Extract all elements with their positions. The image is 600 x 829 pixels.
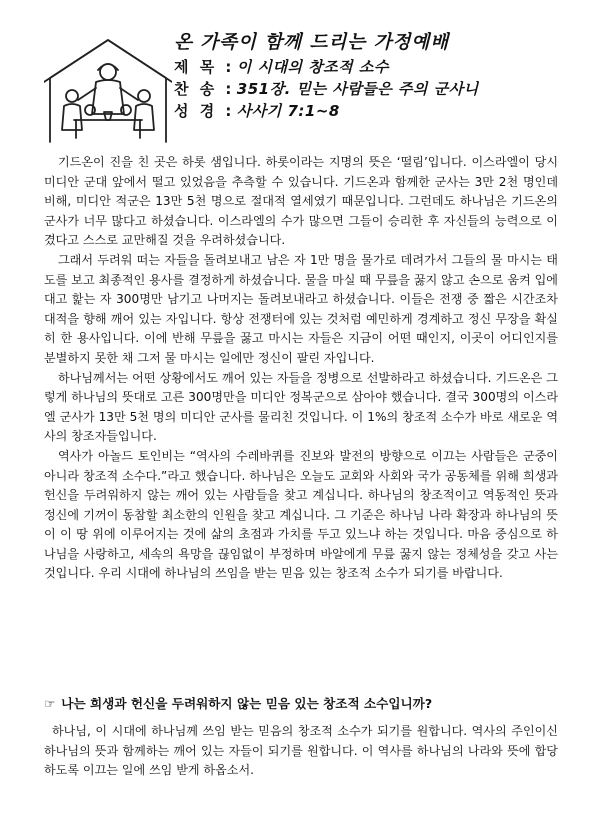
theme-value: 이 시대의 창조적 소수 [236,58,389,76]
reflection-question [44,694,558,714]
question-text: 나는 희생과 헌신을 두려워하지 않는 믿음 있는 창조적 소수입니까? [61,696,433,711]
paragraph: 하나님께서는 어떤 상황에서도 깨어 있는 자들을 정병으로 선발하라고 하셨습니다. 기드온은 그렇게 하나님의 뜻대로 고른 300명만을 미디안 정복군으로 삼아야 했습니다. 결국 300명의 이스라엘 군사가 13만 5천 명의 미디안 군사를 물리친 것입니다. 이 1%의 창조적 소수가 바로 새로운 역사의 창조자들입니다. [44,370,558,444]
theme-row [174,56,389,77]
pointing-hand-icon: ☞ [44,696,56,711]
page-title: 온 가족이 함께 드리는 가정예배 [174,32,450,53]
paragraph: 그래서 두려워 떠는 자들을 돌려보내고 남은 자 1만 명을 물가로 데려가서 그들의 물 마시는 태도를 보고 최종적인 용사를 결정하게 하셨습니다. 물을 마실 때 무릎을 꿇지 않고 손으로 움켜 입에 대고 핥는 자 300명만 남기고 나머지는 돌려보내라고 하셨습니다. 이들은 전쟁 중 짧은 시간조차 대적을 향해 깨어 있는 자입니다. 항상 전쟁터에 있는 것처럼 예민하게 경계하고 정신 무장을 확실히 한 용사입니다. 이에 반해 무릎을 꿇고 마시는 자들은 지금이 어떤 때인지, 이곳이 어디인지를 분별하지 못한 채 그저 물 마시는 일에만 정신이 팔린 자입니다. [44,252,558,365]
scripture-label: 성 경 : [174,102,235,120]
scripture-row [174,100,340,121]
sermon-body [44,153,558,584]
header [44,28,564,146]
hymn-label: 찬 송 : [174,80,235,98]
hymn-value: 351장. 믿는 사람들은 주의 군사니 [236,80,479,98]
hymn-row [174,78,479,99]
family-worship-illustration-icon [44,34,172,144]
theme-label: 제 목 : [174,58,235,76]
paragraph: 기드온이 진을 친 곳은 하롯 샘입니다. 하롯이라는 지명의 뜻은 ‘떨림’입니다. 이스라엘이 당시 미디안 군대 앞에서 떨고 있었음을 추측할 수 있습니다. 기드온과 함께한 군사는 3만 2천 명인데 비해, 미디안 적군은 13만 5천 명으로 절대적 열세였기 때문입니다. 그런데도 하나님은 기드온의 군사가 너무 많다고 하셨습니다. 이스라엘의 수가 많으면 그들이 승리한 후 자신들의 능력으로 이겼다고 스스로 교만해질 것을 우려하셨습니다. [44,155,558,248]
scripture-value: 사사기 7:1~8 [236,102,340,120]
closing-prayer: 하나님, 이 시대에 하나님께 쓰임 받는 믿음의 창조적 소수가 되기를 원합니다. 역사의 주인이신 하나님의 뜻과 함께하는 깨어 있는 자들이 되기를 원합니다. 이 역사를 하나님의 나라와 뜻에 합당하도록 이끄는 일에 쓰임 받게 하옵소서. [44,724,558,778]
paragraph: 역사가 아놀드 토인비는 “역사의 수레바퀴를 진보와 발전의 방향으로 이끄는 사람들은 군중이 아니라 창조적 소수다.”라고 했습니다. 하나님은 오늘도 교회와 사회와 국가 공동체를 위해 희생과 헌신을 두려워하지 않는 깨어 있는 사람들을 찾고 계십니다. 하나님의 창조적이고 역동적인 뜻과 정신에 기꺼이 동참할 최소한의 인원을 찾고 계십니다. 그 기준은 하나님 나라 확장과 하나님의 뜻이 이 땅 위에 이루어지는 것에 삶의 초점과 가치를 두고 있느냐 하는 것입니다. 마음 중심으로 하나님을 사랑하고, 세속의 욕망을 끊임없이 부정하며 바알에게 무릎 꿇지 않는 정체성을 갖고 사는 것입니다. 우리 시대에 하나님의 쓰임을 받는 믿음 있는 창조적 소수가 되기를 바랍니다. [44,448,558,581]
